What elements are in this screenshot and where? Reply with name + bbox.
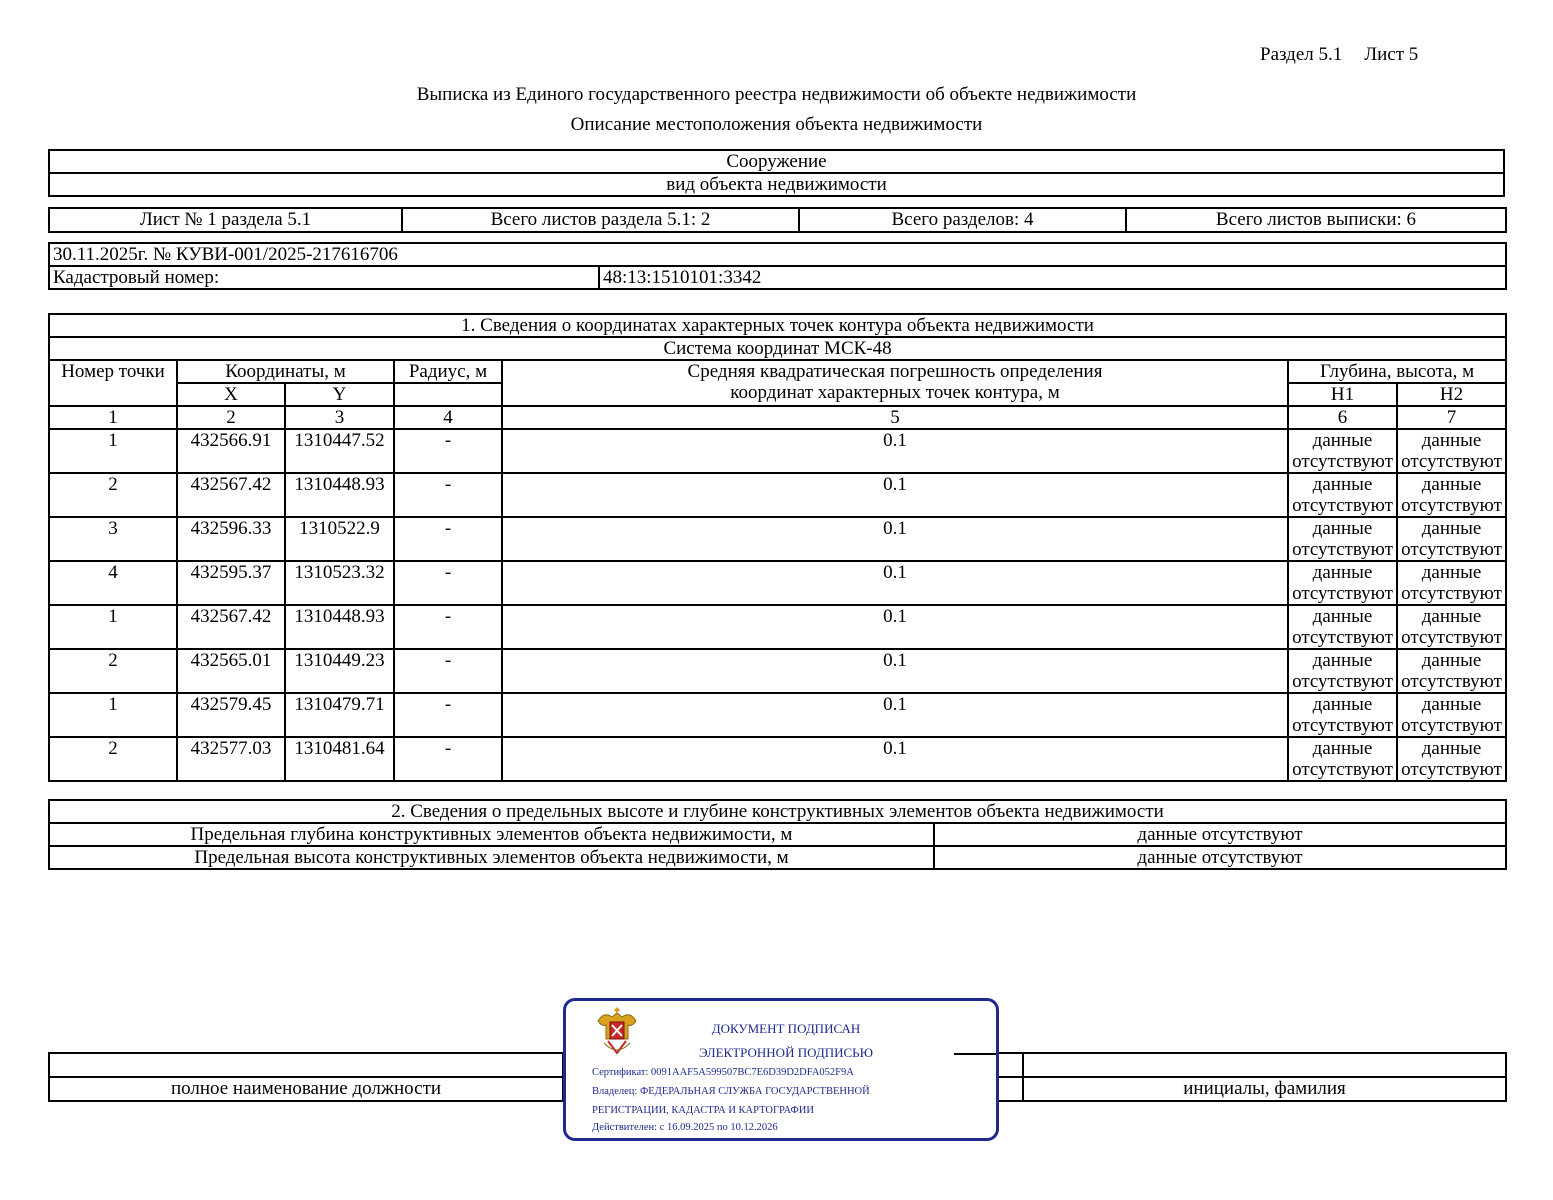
limit-depth-label: Предельная глубина конструктивных элементов объекта недвижимости, м — [49, 823, 934, 846]
cadastral-number-value: 48:13:1510101:3342 — [599, 266, 1506, 289]
h1-value — [1288, 693, 1397, 737]
point-number: 2 — [49, 737, 177, 781]
signature-position-field — [49, 1053, 563, 1077]
radius: - — [394, 517, 502, 561]
h1-line1: данные — [1312, 738, 1373, 759]
h1-line1: данные — [1312, 474, 1373, 495]
h2-value — [1397, 605, 1506, 649]
h1-line2: отсутствуют — [1292, 627, 1393, 648]
h1-line2: отсутствуют — [1292, 715, 1393, 736]
h2-line2: отсутствуют — [1401, 495, 1502, 516]
total-sheets-extract: Всего листов выписки: 6 — [1126, 208, 1506, 232]
document-subtitle: Описание местоположения объекта недвижимости — [570, 114, 983, 135]
table-row — [49, 605, 1506, 649]
header-y: Y — [285, 383, 394, 406]
object-kind-caption: вид объекта недвижимости — [49, 173, 1504, 196]
coord-y: 1310479.71 — [285, 693, 394, 737]
coord-x: 432567.42 — [177, 473, 285, 517]
h1-line1: данные — [1312, 650, 1373, 671]
radius: - — [394, 429, 502, 473]
h2-line1: данные — [1421, 650, 1482, 671]
coords-section-title: 1. Сведения о координатах характерных точек контура объекта недвижимости — [49, 314, 1506, 337]
col-number: 3 — [285, 406, 394, 429]
table-row — [49, 429, 1506, 473]
h2-line2: отсутствуют — [1401, 715, 1502, 736]
h1-value — [1288, 561, 1397, 605]
header-error-line1: Средняя квадратическая погрешность определения — [687, 361, 1103, 382]
error-value: 0.1 — [502, 737, 1288, 781]
total-sheets-section: Всего листов раздела 5.1: 2 — [402, 208, 799, 232]
header-depth: Глубина, высота, м — [1288, 360, 1506, 383]
coord-y: 1310448.93 — [285, 605, 394, 649]
h1-value — [1288, 517, 1397, 561]
page-header — [1260, 44, 1460, 66]
esign-divider — [954, 1053, 996, 1055]
esign-title-line1: ДОКУМЕНТ ПОДПИСАН — [711, 1021, 861, 1036]
table-row — [49, 737, 1506, 781]
table-row — [49, 649, 1506, 693]
point-number: 2 — [49, 649, 177, 693]
h2-line1: данные — [1421, 518, 1482, 539]
coord-x: 432566.91 — [177, 429, 285, 473]
extract-date-number: 30.11.2025г. № КУВИ-001/2025-217616706 — [49, 243, 1506, 266]
coords-system: Система координат МСК-48 — [49, 337, 1506, 360]
sheets-info-table — [48, 207, 1507, 233]
h1-line2: отсутствуют — [1292, 539, 1393, 560]
identification-table — [48, 242, 1507, 290]
coord-y: 1310449.23 — [285, 649, 394, 693]
h2-value — [1397, 429, 1506, 473]
limit-height-label: Предельная высота конструктивных элементов объекта недвижимости, м — [49, 846, 934, 869]
coord-y: 1310448.93 — [285, 473, 394, 517]
h1-line1: данные — [1312, 430, 1373, 451]
h2-value — [1397, 649, 1506, 693]
h1-line2: отсутствуют — [1292, 451, 1393, 472]
coord-y: 1310447.52 — [285, 429, 394, 473]
h1-value — [1288, 473, 1397, 517]
cadastral-number-label: Кадастровый номер: — [49, 266, 599, 289]
point-number: 2 — [49, 473, 177, 517]
h2-line2: отсутствуют — [1401, 451, 1502, 472]
section-number: Раздел 5.1 — [1260, 44, 1343, 65]
sheet-number: Лист 5 — [1364, 44, 1419, 65]
esign-validity: Действителен: с 16.09.2025 по 10.12.2026 — [592, 1122, 778, 1133]
h2-line1: данные — [1421, 562, 1482, 583]
radius: - — [394, 605, 502, 649]
h1-line2: отсутствуют — [1292, 671, 1393, 692]
radius: - — [394, 737, 502, 781]
h1-line1: данные — [1312, 694, 1373, 715]
coord-x: 432565.01 — [177, 649, 285, 693]
radius: - — [394, 693, 502, 737]
error-value: 0.1 — [502, 649, 1288, 693]
point-number: 1 — [49, 429, 177, 473]
coord-x: 432596.33 — [177, 517, 285, 561]
header-radius: Радиус, м — [394, 360, 502, 383]
col-number: 5 — [502, 406, 1288, 429]
esign-title-line2: ЭЛЕКТРОННОЙ ПОДПИСЬЮ — [699, 1045, 873, 1060]
h1-line2: отсутствуют — [1292, 495, 1393, 516]
name-caption: инициалы, фамилия — [1023, 1077, 1506, 1101]
coord-x: 432595.37 — [177, 561, 285, 605]
h1-line1: данные — [1312, 518, 1373, 539]
col-number: 7 — [1397, 406, 1506, 429]
h1-value — [1288, 737, 1397, 781]
h1-value — [1288, 429, 1397, 473]
esign-certificate: Сертификат: 0091AAF5A599507BC7E6D39D2DFA052F9A — [592, 1067, 854, 1078]
coord-x: 432579.45 — [177, 693, 285, 737]
col-number: 2 — [177, 406, 285, 429]
limit-depth-value: данные отсутствуют — [934, 823, 1506, 846]
error-value: 0.1 — [502, 429, 1288, 473]
table-row — [49, 473, 1506, 517]
limit-height-value: данные отсутствуют — [934, 846, 1506, 869]
h1-line2: отсутствуют — [1292, 583, 1393, 604]
header-point-no: Номер точки — [49, 360, 177, 406]
coord-x: 432567.42 — [177, 605, 285, 649]
h2-value — [1397, 517, 1506, 561]
error-value: 0.1 — [502, 473, 1288, 517]
h1-value — [1288, 649, 1397, 693]
signature-name-field — [1023, 1053, 1506, 1077]
h2-line1: данные — [1421, 738, 1482, 759]
coord-y: 1310522.9 — [285, 517, 394, 561]
h2-line1: данные — [1421, 474, 1482, 495]
coord-y: 1310523.32 — [285, 561, 394, 605]
point-number: 3 — [49, 517, 177, 561]
col-number: 1 — [49, 406, 177, 429]
h2-line2: отсутствуют — [1401, 539, 1502, 560]
h2-line1: данные — [1421, 430, 1482, 451]
h2-line1: данные — [1421, 694, 1482, 715]
col-number: 6 — [1288, 406, 1397, 429]
header-h2: Н2 — [1397, 383, 1506, 406]
header-radius-empty — [394, 383, 502, 406]
limits-table — [48, 799, 1507, 870]
coordinates-table — [48, 313, 1507, 782]
coord-y: 1310481.64 — [285, 737, 394, 781]
header-error — [502, 360, 1288, 406]
h1-value — [1288, 605, 1397, 649]
table-row — [49, 561, 1506, 605]
object-kind-value: Сооружение — [49, 150, 1504, 173]
position-caption: полное наименование должности — [49, 1077, 563, 1101]
error-value: 0.1 — [502, 561, 1288, 605]
h2-line1: данные — [1421, 606, 1482, 627]
electronic-signature-stamp — [563, 998, 999, 1141]
h2-line2: отсутствуют — [1401, 759, 1502, 780]
document-title: Выписка из Единого государственного реестра недвижимости об объекте недвижимости — [416, 84, 1137, 105]
header-coordinates: Координаты, м — [177, 360, 394, 383]
h2-line2: отсутствуют — [1401, 627, 1502, 648]
h2-value — [1397, 561, 1506, 605]
h2-line2: отсутствуют — [1401, 583, 1502, 604]
object-kind-table — [48, 149, 1505, 197]
radius: - — [394, 649, 502, 693]
header-x: X — [177, 383, 285, 406]
header-error-line2: координат характерных точек контура, м — [730, 382, 1060, 403]
col-number: 4 — [394, 406, 502, 429]
esign-owner-line1: Владелец: ФЕДЕРАЛЬНАЯ СЛУЖБА ГОСУДАРСТВЕННОЙ — [592, 1086, 870, 1097]
h2-line2: отсутствуют — [1401, 671, 1502, 692]
esign-owner-line2: РЕГИСТРАЦИИ, КАДАСТРА И КАРТОГРАФИИ — [592, 1105, 814, 1116]
header-h1: Н1 — [1288, 383, 1397, 406]
rosreestr-emblem-icon — [594, 1007, 640, 1057]
h1-line1: данные — [1312, 606, 1373, 627]
table-row — [49, 693, 1506, 737]
h2-value — [1397, 737, 1506, 781]
h2-value — [1397, 693, 1506, 737]
point-number: 1 — [49, 693, 177, 737]
coord-x: 432577.03 — [177, 737, 285, 781]
h1-line2: отсутствуют — [1292, 759, 1393, 780]
limits-section-title: 2. Сведения о предельных высоте и глубине конструктивных элементов объекта недвижимости — [49, 800, 1506, 823]
radius: - — [394, 561, 502, 605]
sheet-no: Лист № 1 раздела 5.1 — [49, 208, 402, 232]
h2-value — [1397, 473, 1506, 517]
point-number: 1 — [49, 605, 177, 649]
radius: - — [394, 473, 502, 517]
h1-line1: данные — [1312, 562, 1373, 583]
table-row — [49, 517, 1506, 561]
error-value: 0.1 — [502, 605, 1288, 649]
error-value: 0.1 — [502, 517, 1288, 561]
total-sections: Всего разделов: 4 — [799, 208, 1126, 232]
error-value: 0.1 — [502, 693, 1288, 737]
point-number: 4 — [49, 561, 177, 605]
